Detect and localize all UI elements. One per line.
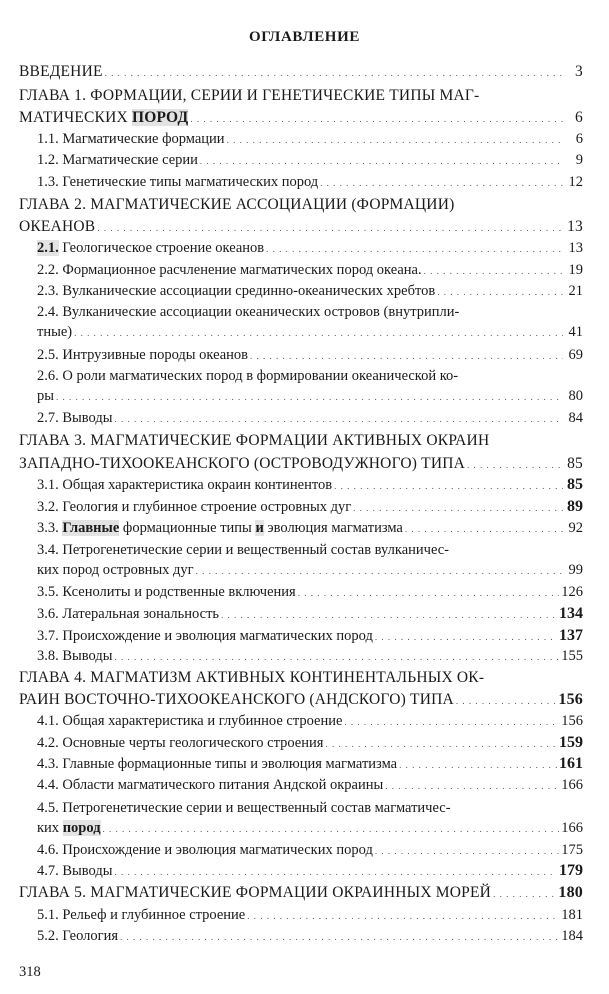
dot-leader — [344, 711, 559, 732]
entry-title — [37, 818, 101, 838]
entry-title: ры — [37, 388, 54, 404]
toc-entry-chapter-1[interactable] — [19, 108, 583, 129]
dot-leader — [221, 604, 557, 625]
entry-title: тные) — [37, 324, 73, 340]
chapter-1-title-line1: ГЛАВА 1. ФОРМАЦИИ, СЕРИИ И ГЕНЕТИЧЕСКИЕ ТИПЫ МАГ- — [19, 87, 480, 104]
title-part: МАТИЧЕСКИХ — [19, 109, 132, 126]
dot-leader — [115, 408, 564, 429]
page-number: 156 — [561, 713, 583, 729]
toc-entry-3-4[interactable] — [19, 560, 583, 581]
page-number: 161 — [559, 755, 583, 772]
entry-title: 3.5. Ксенолиты и родственные включения — [37, 584, 296, 600]
toc-entry-1-3[interactable] — [19, 172, 583, 193]
entry-title: ких пород островных дуг — [37, 562, 194, 578]
toc-entry-2-4[interactable] — [19, 322, 583, 343]
section-number: 2.1. — [37, 240, 59, 256]
title-part: Геологическое строение океанов — [58, 240, 265, 256]
page-number: 99 — [568, 562, 583, 578]
dot-leader — [74, 322, 563, 343]
toc-title: ОГЛАВЛЕНИЕ — [249, 29, 360, 45]
page-number: 19 — [568, 262, 583, 278]
section-2-6-line1: 2.6. О роли магматических пород в формировании океанической ко- — [37, 368, 459, 384]
toc-entry-2-3[interactable] — [19, 281, 583, 302]
toc-entry-2-6[interactable] — [19, 386, 583, 407]
section-2-4-line1: 2.4. Вулканические ассоциации океанических островов (внутрипли- — [37, 304, 460, 320]
toc-entry-chapter-2[interactable] — [19, 217, 583, 238]
entry-title: 5.2. Геология — [37, 928, 119, 944]
entry-title: 3.6. Латеральная зональность — [37, 606, 220, 622]
toc-entry-3-7[interactable] — [19, 626, 583, 647]
toc-entry-5-2[interactable] — [19, 926, 583, 947]
page-number: 92 — [568, 520, 583, 536]
toc-entry-4-1[interactable] — [19, 711, 583, 732]
entry-title: ГЛАВА 5. МАГМАТИЧЕСКИЕ ФОРМАЦИИ ОКРАИННЫХ МОРЕЙ — [19, 884, 492, 901]
dot-leader — [375, 626, 557, 647]
dot-leader — [227, 129, 563, 150]
toc-entry-chapter-5[interactable] — [19, 883, 583, 904]
dot-leader — [247, 905, 559, 926]
page-number: 166 — [561, 777, 583, 793]
dot-leader — [437, 281, 563, 302]
dot-leader — [405, 518, 563, 539]
toc-entry-4-7[interactable] — [19, 861, 583, 882]
dot-leader — [334, 475, 563, 496]
dot-leader — [325, 733, 557, 754]
title-part-highlight: пород — [62, 820, 101, 836]
page-number: 89 — [567, 498, 583, 515]
dot-leader — [190, 108, 563, 129]
page-number: 9 — [575, 152, 583, 168]
section-3-4-line1: 3.4. Петрогенетические серии и вещественный состав вулканичес- — [37, 542, 450, 558]
page-number: 13 — [567, 218, 583, 235]
title-part-highlight: Главные — [62, 520, 120, 536]
toc-entry-intro[interactable] — [19, 62, 583, 83]
title-part: ких — [37, 820, 63, 836]
dot-leader — [266, 238, 563, 259]
page-number: 85 — [567, 455, 583, 472]
page-number: 84 — [568, 410, 583, 426]
title-part: эволюция магматизма — [263, 520, 403, 536]
dot-leader — [353, 497, 563, 518]
toc-entry-4-3[interactable] — [19, 754, 583, 775]
dot-leader — [298, 582, 560, 603]
page-number: 126 — [561, 584, 583, 600]
page-number: 41 — [568, 324, 583, 340]
page-number: 69 — [568, 347, 583, 363]
toc-entry-2-2[interactable] — [19, 260, 583, 281]
page-number: 137 — [559, 627, 583, 644]
dot-leader — [375, 840, 559, 861]
page-number: 6 — [575, 131, 583, 147]
page-number: 134 — [559, 605, 583, 622]
dot-leader — [200, 150, 563, 171]
page-number: 80 — [568, 388, 583, 404]
toc-entry-1-1[interactable] — [19, 129, 583, 150]
entry-title: 5.1. Рельеф и глубинное строение — [37, 907, 246, 923]
page-number: 175 — [561, 842, 583, 858]
toc-entry-5-1[interactable] — [19, 905, 583, 926]
entry-title: 3.7. Происхождение и эволюция магматических пород — [37, 628, 373, 644]
dot-leader — [467, 454, 563, 475]
dot-leader — [385, 775, 559, 796]
entry-title: 2.5. Интрузивные породы океанов — [37, 347, 249, 363]
page-number: 156 — [558, 691, 583, 708]
dot-leader — [97, 217, 563, 238]
dot-leader — [456, 690, 557, 711]
entry-title: 4.6. Происхождение и эволюция магматических пород — [37, 842, 373, 858]
toc-entry-3-6[interactable] — [19, 604, 583, 625]
page-number: 166 — [561, 820, 583, 836]
page-number: 159 — [559, 734, 583, 751]
entry-title: 1.2. Магматические серии — [37, 152, 198, 168]
entry-title: 3.1. Общая характеристика окраин континентов — [37, 477, 333, 493]
entry-title: ЗАПАДНО-ТИХООКЕАНСКОГО (ОСТРОВОДУЖНОГО) ТИПА — [19, 455, 466, 472]
toc-entry-3-1[interactable] — [19, 475, 583, 496]
dot-leader — [56, 386, 563, 407]
dot-leader — [250, 345, 563, 366]
entry-title: 4.1. Общая характеристика и глубинное строение — [37, 713, 343, 729]
entry-title — [37, 238, 264, 258]
page-number: 3 — [575, 63, 583, 80]
dot-leader — [115, 646, 560, 667]
dot-leader — [196, 560, 563, 581]
toc-entry-chapter-4[interactable] — [19, 690, 583, 711]
entry-title: 4.4. Области магматического питания Андской окраины — [37, 777, 384, 793]
title-part-highlight: и — [255, 520, 264, 536]
page-number: 180 — [558, 884, 583, 901]
toc-entry-3-8[interactable] — [19, 646, 583, 667]
entry-title: 2.2. Формационное расчленение магматических пород океана. — [37, 262, 422, 278]
dot-leader — [105, 62, 563, 83]
section-4-5-line1: 4.5. Петрогенетические серии и вещественный состав магматичес- — [37, 800, 451, 816]
page-number: 179 — [559, 862, 583, 879]
title-part: 3.3. — [37, 520, 63, 536]
page-number: 6 — [575, 109, 583, 126]
toc-entry-4-2[interactable] — [19, 733, 583, 754]
entry-title: 3.8. Выводы — [37, 648, 113, 664]
chapter-2-title-line1: ГЛАВА 2. МАГМАТИЧЕСКИЕ АССОЦИАЦИИ (ФОРМАЦИИ) — [19, 196, 455, 213]
entry-title: 2.7. Выводы — [37, 410, 113, 426]
chapter-4-title-line1: ГЛАВА 4. МАГМАТИЗМ АКТИВНЫХ КОНТИНЕНТАЛЬНЫХ ОК- — [19, 669, 485, 686]
chapter-3-title-line1: ГЛАВА 3. МАГМАТИЧЕСКИЕ ФОРМАЦИИ АКТИВНЫХ ОКРАИН — [19, 432, 490, 449]
toc-entry-4-5[interactable] — [19, 818, 583, 839]
page-number: 184 — [561, 928, 583, 944]
dot-leader — [120, 926, 559, 947]
entry-title: ВВЕДЕНИЕ — [19, 63, 103, 80]
entry-title: 4.7. Выводы — [37, 863, 113, 879]
page-number: 13 — [568, 240, 583, 256]
dot-leader — [320, 172, 563, 193]
title-part-highlight: ПОРОД — [131, 109, 189, 126]
entry-title: 2.3. Вулканические ассоциации срединно-океанических хребтов — [37, 283, 436, 299]
footer-page-number: 318 — [19, 964, 41, 980]
entry-title: 4.2. Основные черты геологического строения — [37, 735, 324, 751]
page-number: 181 — [561, 907, 583, 923]
toc-entry-3-2[interactable] — [19, 497, 583, 518]
title-part: формационные типы — [119, 520, 256, 536]
dot-leader — [115, 861, 558, 882]
entry-title: 1.3. Генетические типы магматических пород — [37, 174, 319, 190]
entry-title: 3.2. Геология и глубинное строение островных дуг — [37, 499, 352, 515]
page-number: 85 — [567, 476, 583, 493]
entry-title — [19, 108, 188, 128]
toc-entry-2-1[interactable] — [19, 238, 583, 259]
page-number: 21 — [568, 283, 583, 299]
toc-entry-2-5[interactable] — [19, 345, 583, 366]
entry-title: ОКЕАНОВ — [19, 218, 96, 235]
entry-title: РАИН ВОСТОЧНО-ТИХООКЕАНСКОГО (АНДСКОГО) ТИПА — [19, 691, 454, 708]
entry-title — [37, 518, 403, 538]
toc-entry-4-6[interactable] — [19, 840, 583, 861]
dot-leader — [424, 260, 563, 281]
entry-title: 1.1. Магматические формации — [37, 131, 225, 147]
page-number: 12 — [568, 174, 583, 190]
dot-leader — [493, 883, 556, 904]
dot-leader — [103, 818, 560, 839]
toc-entry-2-7[interactable] — [19, 408, 583, 429]
toc-entry-3-3[interactable] — [19, 518, 583, 539]
toc-entry-chapter-3[interactable] — [19, 454, 583, 475]
page-number: 155 — [561, 648, 583, 664]
entry-title: 4.3. Главные формационные типы и эволюция магматизма — [37, 756, 398, 772]
dot-leader — [399, 754, 557, 775]
toc-entry-4-4[interactable] — [19, 775, 583, 796]
toc-entry-3-5[interactable] — [19, 582, 583, 603]
toc-entry-1-2[interactable] — [19, 150, 583, 171]
